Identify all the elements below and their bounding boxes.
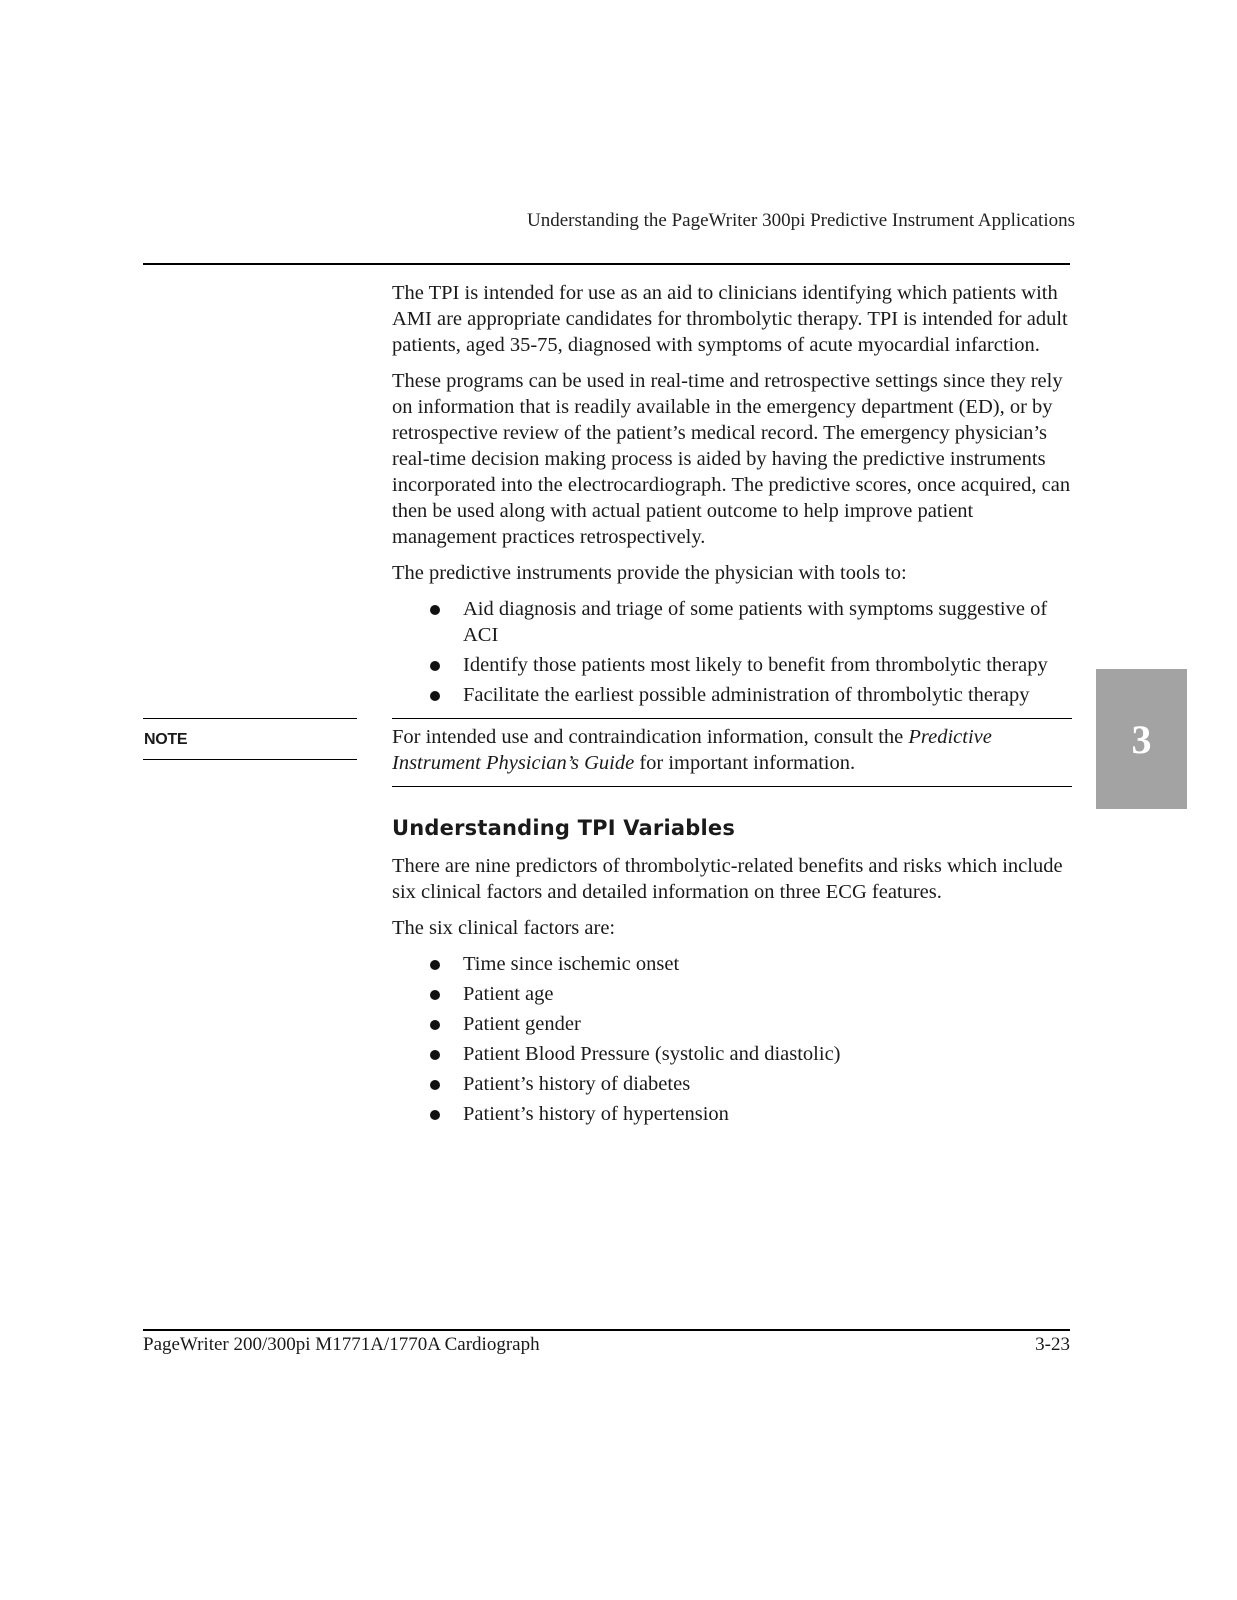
note-block: [144, 718, 1072, 787]
guide-title: Predictive Instrument Physician’s Guide: [392, 726, 992, 774]
list-item: Patient gender: [392, 1011, 1072, 1037]
running-header: Understanding the PageWriter 300pi Predictive Instrument Applications: [526, 210, 1075, 231]
list-item: Time since ischemic onset: [392, 951, 1072, 977]
list-item: Patient’s history of diabetes: [392, 1071, 1072, 1097]
bullet-icon: [430, 1080, 440, 1090]
list-item: Patient Blood Pressure (systolic and diastolic): [392, 1041, 1072, 1067]
note-label: NOTE: [144, 731, 188, 748]
predictors-paragraph: There are nine predictors of thrombolytic-related benefits and risks which include six clinical factors and detailed information on three ECG features.: [392, 855, 1063, 903]
bullet-icon: [430, 661, 440, 671]
note-text: For intended use and contraindication information, consult the Predictive Instrument Physician’s Guide for important information.: [392, 718, 1072, 787]
list-item: Patient age: [392, 981, 1072, 1007]
settings-paragraph: These programs can be used in real-time and retrospective settings since they rely on information that is readily available in the emergency department (ED), or by retrospective review of the patient’s medical record. The emergency physician’s real-time decision making process is aided by having the predictive instruments incorporated into the electrocardiograph. The predictive scores, once acquired, can then be used along with actual patient outcome to help improve patient management practices retrospectively.: [392, 370, 1071, 548]
footer-rule: [143, 1329, 1070, 1331]
footer-product: PageWriter 200/300pi M1771A/1770A Cardiograph: [143, 1334, 540, 1355]
note-label-box: [143, 718, 357, 760]
bullet-icon: [430, 960, 440, 970]
factors-list: [392, 951, 1072, 1127]
section-heading: Understanding TPI Variables: [392, 816, 736, 840]
header-rule: [143, 263, 1070, 265]
page-number: 3-23: [1035, 1334, 1070, 1355]
bullet-icon: [430, 691, 440, 701]
tools-list: [392, 596, 1072, 708]
list-item: Facilitate the earliest possible administration of thrombolytic therapy: [392, 682, 1072, 708]
tools-intro-paragraph: The predictive instruments provide the physician with tools to:: [392, 562, 907, 584]
main-content: [144, 280, 1072, 1135]
list-item: Patient’s history of hypertension: [392, 1101, 1072, 1127]
intro-paragraph: The TPI is intended for use as an aid to clinicians identifying which patients with AMI are appropriate candidates for thrombolytic therapy. TPI is intended for adult patients, aged 35-75, diagnosed with symptoms of acute myocardial infarction.: [392, 282, 1068, 356]
bullet-icon: [430, 1110, 440, 1120]
list-item: Aid diagnosis and triage of some patients with symptoms suggestive of ACI: [392, 596, 1072, 648]
bullet-icon: [430, 1020, 440, 1030]
list-item: Identify those patients most likely to benefit from thrombolytic therapy: [392, 652, 1072, 678]
bullet-icon: [430, 990, 440, 1000]
chapter-tab: 3: [1096, 669, 1187, 809]
factors-intro-paragraph: The six clinical factors are:: [392, 917, 616, 939]
bullet-icon: [430, 1050, 440, 1060]
bullet-icon: [430, 605, 440, 615]
